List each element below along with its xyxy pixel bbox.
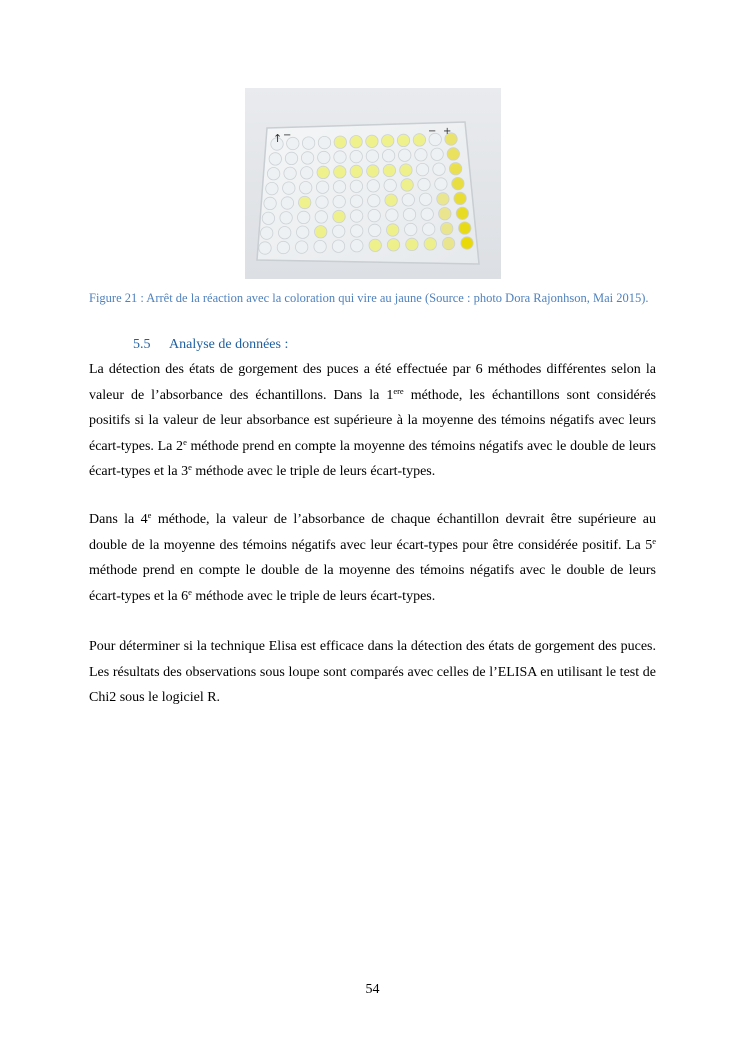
p2-sup-1: e: [147, 510, 152, 520]
plate-well: [318, 136, 330, 148]
p2-sup-2: e: [652, 535, 656, 546]
plate-well: [384, 179, 396, 191]
plate-well: [281, 197, 293, 209]
section-title: Analyse de données :: [169, 337, 289, 352]
plate-well: [461, 237, 473, 249]
p1-text-c: méthode prend en compte la moyenne des témoins négatifs avec le double de leurs écart-types et la 3: [89, 438, 656, 479]
section-heading: [133, 335, 288, 355]
plate-well: [332, 240, 344, 252]
p1-text-a: La détection des états de gorgement des puces a été effectuée par 6 méthodes différentes selon la valeur de l’absorbance des échantillons. Dans la 1: [89, 362, 656, 403]
plate-well: [350, 195, 362, 207]
plate-well: [333, 195, 345, 207]
plate-well: [387, 224, 399, 236]
paragraph-methods-4-6: [89, 507, 656, 609]
plate-well: [297, 226, 309, 238]
plate-well: [285, 152, 297, 164]
plate-well: [350, 165, 362, 177]
p2-sup-3: e: [188, 586, 192, 597]
plate-mark-left-minus: −: [283, 130, 292, 141]
paragraph-chi2-test: Pour déterminer si la technique Elisa est efficace dans la détection des états de gorgement des puces. Les résultats des observations sous loupe sont comparés avec celles de l’ELISA en utilisant le test de Chi2 sous le logiciel R.: [89, 639, 656, 705]
page-number: 54: [365, 982, 380, 997]
plate-well: [259, 242, 271, 254]
plate-well: [399, 149, 411, 161]
plate-well: [397, 134, 409, 146]
plate-well: [459, 222, 471, 234]
plate-well: [315, 211, 327, 223]
plate-well: [435, 178, 447, 190]
plate-well: [315, 226, 327, 238]
p2-text-a: Dans la 4: [89, 512, 148, 527]
plate-mark-arrow: ↑: [273, 132, 283, 145]
plate-well: [316, 181, 328, 193]
plate-well: [431, 148, 443, 160]
plate-well: [301, 167, 313, 179]
plate-well: [316, 196, 328, 208]
plate-well: [367, 165, 379, 177]
plate-well: [334, 151, 346, 163]
plate-well: [366, 150, 378, 162]
plate-mark-right-minus: −: [428, 126, 437, 137]
figure-photo-elisa-plate: [245, 88, 501, 279]
plate-well: [421, 208, 433, 220]
plate-well: [284, 167, 296, 179]
plate-well: [350, 150, 362, 162]
plate-well: [369, 224, 381, 236]
p2-text-d: méthode avec le triple de leurs écart-types.: [191, 588, 436, 604]
figure-caption: Figure 21 : Arrêt de la réaction avec la coloration qui vire au jaune (Source : photo Dora Rajonhson, Mai 2015).: [89, 291, 649, 305]
plate-well: [413, 134, 425, 146]
plate-well: [267, 168, 279, 180]
plate-well: [437, 193, 449, 205]
plate-well: [368, 209, 380, 221]
plate-well: [401, 179, 413, 191]
plate-well: [280, 212, 292, 224]
plate-well: [318, 151, 330, 163]
plate-well: [452, 177, 464, 189]
plate-well: [442, 237, 454, 249]
p2-text-c: méthode prend en compte le double de la moyenne des témoins négatifs avec le double de leurs écart-types et la 6: [89, 563, 656, 604]
plate-well: [416, 163, 428, 175]
plate-well: [419, 193, 431, 205]
plate-well: [334, 136, 346, 148]
plate-well: [264, 197, 276, 209]
plate-well: [350, 210, 362, 222]
plate-well: [350, 136, 362, 148]
p2-text-b: méthode, la valeur de l’absorbance de chaque échantillon devrait être supérieure au double de la moyenne des témoins négatifs avec leur écart-types pour être considérée positif. La 5: [89, 512, 656, 553]
plate-well: [423, 223, 435, 235]
plate-well: [383, 164, 395, 176]
plate-well: [403, 208, 415, 220]
plate-well: [400, 164, 412, 176]
plate-well: [385, 194, 397, 206]
plate-well: [261, 227, 273, 239]
plate-well: [302, 137, 314, 149]
plate-well: [447, 148, 459, 160]
p1-text-d: méthode avec le triple de leurs écart-types.: [191, 464, 436, 479]
plate-well: [317, 166, 329, 178]
plate-well: [405, 223, 417, 235]
plate-well: [266, 182, 278, 194]
plate-well: [301, 152, 313, 164]
plate-well: [351, 240, 363, 252]
plate-well: [279, 227, 291, 239]
paragraph-methods-1-3: [89, 357, 656, 485]
plate-well: [418, 178, 430, 190]
plate-well: [441, 222, 453, 234]
plate-mark-right-plus: +: [443, 126, 452, 137]
plate-well: [283, 182, 295, 194]
plate-well: [415, 149, 427, 161]
plate-well: [314, 240, 326, 252]
plate-well: [351, 225, 363, 237]
plate-well: [439, 208, 451, 220]
plate-well: [433, 163, 445, 175]
plate-well: [333, 225, 345, 237]
plate-well: [369, 239, 381, 251]
plate-well: [296, 241, 308, 253]
p1-sup-2: e: [183, 436, 187, 447]
plate-well: [262, 212, 274, 224]
plate-well: [454, 192, 466, 204]
plate-well: [449, 163, 461, 175]
plate-well: [368, 195, 380, 207]
plate-well: [382, 150, 394, 162]
plate-well: [333, 181, 345, 193]
plate-well: [424, 238, 436, 250]
plate-well: [386, 209, 398, 221]
plate-well: [350, 180, 362, 192]
p1-sup-1: ere: [393, 385, 404, 396]
plate-well: [402, 194, 414, 206]
plate-well: [277, 241, 289, 253]
p1-text-b: méthode, les échantillons sont considérés positifs si la valeur de leur absorbance est supérieure à la moyenne des témoins négatifs avec leurs écart-types. La 2: [89, 387, 656, 454]
plate-well: [298, 211, 310, 223]
plate-well: [269, 153, 281, 165]
plate-well: [367, 180, 379, 192]
plate-well: [406, 238, 418, 250]
plate-well: [333, 210, 345, 222]
plate-well: [300, 182, 312, 194]
plate-well: [299, 196, 311, 208]
section-number: 5.5: [133, 337, 151, 352]
plate-well: [382, 135, 394, 147]
plate-well: [366, 135, 378, 147]
plate-well: [387, 239, 399, 251]
p1-sup-3: e: [188, 462, 192, 472]
plate-well: [456, 207, 468, 219]
plate-well: [334, 166, 346, 178]
